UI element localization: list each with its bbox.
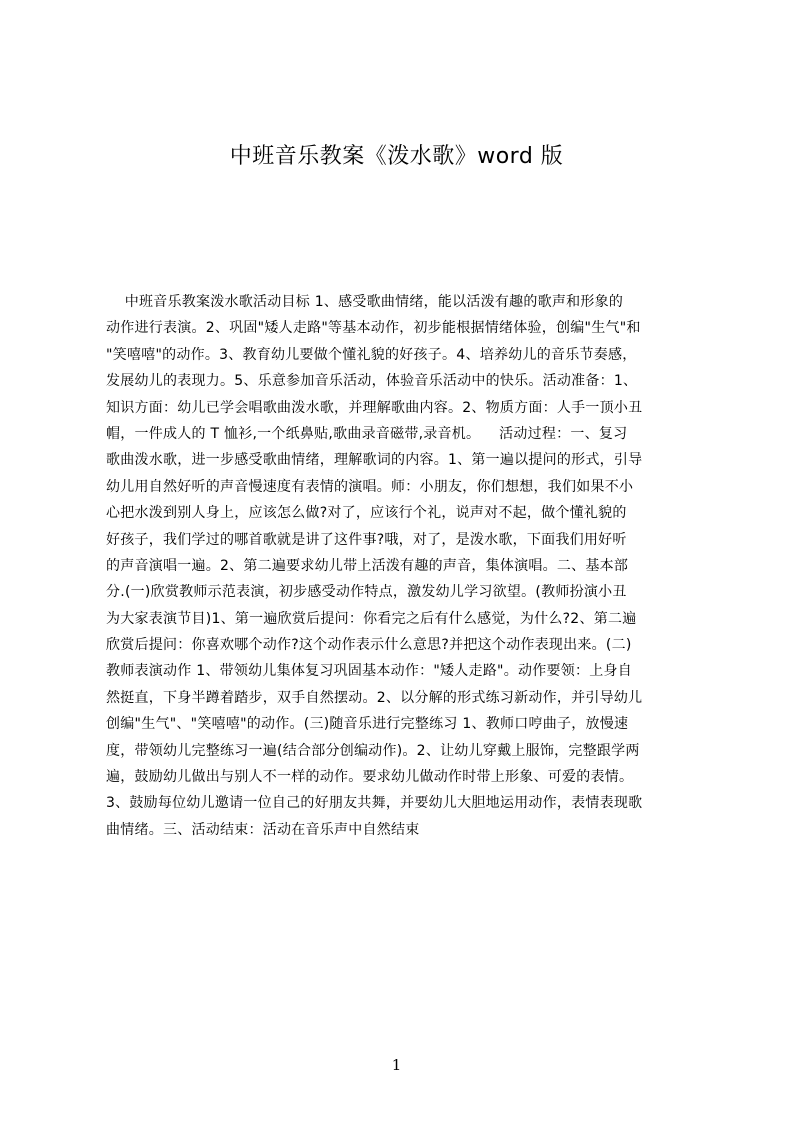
document-title: 中班音乐教案《泼水歌》word 版 (229, 144, 564, 169)
body-line: 心把水泼到别人身上，应该怎么做?对了，应该行个礼，说声对不起，做个懂礼貌的 (106, 505, 627, 522)
document-body (106, 289, 698, 859)
body-line: 欣赏后提问：你喜欢哪个动作?这个动作表示什么意思?并把这个动作表现出来。(二) (106, 637, 632, 654)
body-line: 动作进行表演。2、巩固"矮人走路"等基本动作，初步能根据情绪体验，创编"生气"和 (106, 320, 641, 337)
body-line: 遍，鼓励幼儿做出与别人不一样的动作。要求幼儿做动作时带上形象、可爱的表情。 (106, 769, 634, 786)
body-line: 知识方面：幼儿已学会唱歌曲泼水歌，并理解歌曲内容。2、物质方面：人手一顶小丑 (106, 399, 643, 416)
body-line: 发展幼儿的表现力。5、乐意参加音乐活动，体验音乐活动中的快乐。活动准备：1、 (106, 373, 638, 390)
body-line: 曲情绪。三、活动结束：活动在音乐声中自然结束 (106, 821, 420, 838)
body-line: 中班音乐教案泼水歌活动目标 1、感受歌曲情绪，能以活泼有趣的歌声和形象的 (106, 294, 624, 310)
body-line: 创编"生气"、"笑嘻嘻"的动作。(三)随音乐进行完整练习 1、教师口哼曲子，放慢速 (106, 716, 629, 733)
body-line: 帽，一件成人的 T 恤衫,一个纸鼻贴,歌曲录音磁带,录音机。 活动过程：一、复习 (106, 425, 628, 442)
body-line: 度，带领幼儿完整练习一遍(结合部分创编动作)。2、让幼儿穿戴上服饰，完整跟学两 (106, 742, 640, 759)
body-line: 为大家表演节目)1、第一遍欣赏后提问：你看完之后有什么感觉，为什么?2、第二遍 (106, 610, 637, 627)
body-line: 3、鼓励每位幼儿邀请一位自己的好朋友共舞，并要幼儿大胆地运用动作，表情表现歌 (106, 795, 643, 812)
page-number: 1 (391, 1056, 402, 1074)
body-line: 幼儿用自然好听的声音慢速度有表情的演唱。师：小朋友，你们想想，我们如果不小 (106, 478, 634, 495)
body-line: 教师表演动作 1、带领幼儿集体复习巩固基本动作："矮人走路"。动作要领：上身自 (106, 663, 632, 680)
body-line: 然挺直，下身半蹲着踏步，双手自然摆动。2、以分解的形式练习新动作，并引导幼儿 (106, 689, 643, 706)
body-line: 好孩子，我们学过的哪首歌就是讲了这件事?哦，对了，是泼水歌，下面我们用好听 (106, 531, 627, 548)
body-line: "笑嘻嘻"的动作。3、教育幼儿要做个懂礼貌的好孩子。4、培养幼儿的音乐节奏感， (106, 346, 637, 363)
body-line: 分.(一)欣赏教师示范表演，初步感受动作特点，激发幼儿学习欲望。(教师扮演小丑 (106, 584, 627, 601)
body-line: 的声音演唱一遍。2、第二遍要求幼儿带上活泼有趣的声音，集体演唱。二、基本部 (106, 557, 629, 574)
body-line: 歌曲泼水歌，进一步感受歌曲情绪，理解歌词的内容。1、第一遍以提问的形式，引导 (106, 452, 643, 469)
